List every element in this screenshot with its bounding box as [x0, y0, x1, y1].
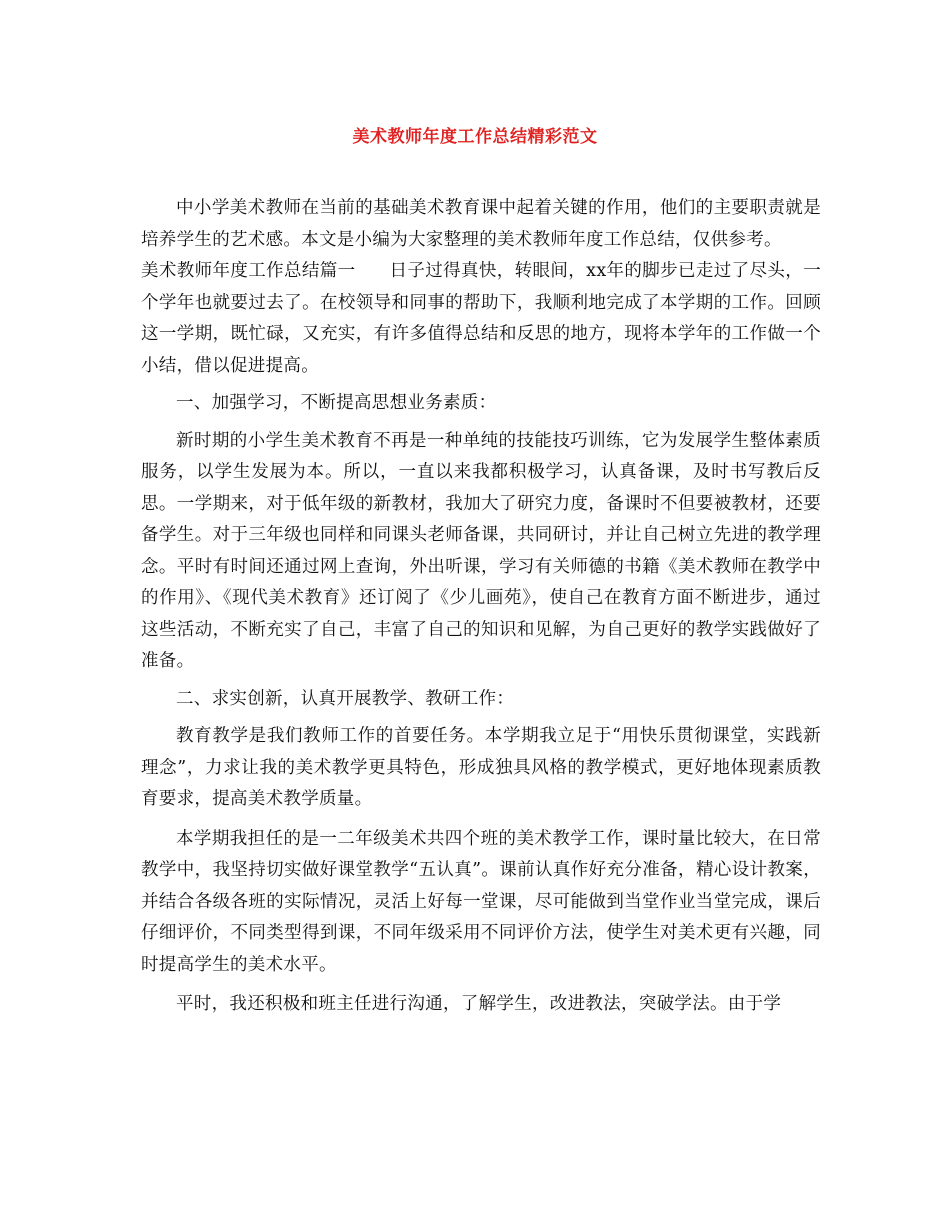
document-title: 美术教师年度工作总结精彩范文 — [352, 127, 598, 147]
section-heading-2: 二、求实创新，认真开展教学、教研工作： — [176, 688, 515, 709]
section-heading-1: 一、加强学习，不断提高思想业务素质： — [176, 393, 497, 413]
intro-paragraph: 中小学美术教师在当前的基础美术教育课中起着关键的作用，他们的主要职责就是培养学生的艺术感。本文是小编为大家整理的美术教师年度工作总结，仅供参考。 — [141, 198, 821, 250]
part-one-label: 美术教师年度工作总结篇一 — [141, 261, 356, 281]
paragraph-teaching-goal: 教育教学是我们教师工作的首要任务。本学期我立足于“用快乐贯彻课堂，实践新理念”，力求让我的美术教学更具特色，形成独具风格的教学模式，更好地体现素质教育要求，提高美术教学质量。 — [141, 726, 821, 809]
paragraph-communication: 平时，我还积极和班主任进行沟通，了解学生，改进教法，突破学法。由于学 — [176, 994, 782, 1014]
part-one-text: 日子过得真快，转眼间，xx年的脚步已走过了尽头，一个学年也就要过去了。在校领导和同事的帮助下，我顺利地完成了本学期的工作。回顾这一学期，既忙碌，又充实，有许多值得总结和反思的地方，现将本学年的工作做一个小结，借以促进提高。 — [141, 261, 821, 376]
paragraph-class-work: 本学期我担任的是一二年级美术共四个班的美术教学工作，课时量比较大，在日常教学中，我坚持切实做好课堂教学“五认真”。课前认真作好充分准备，精心设计教案，并结合各级各班的实际情况，灵活上好每一堂课，尽可能做到当堂作业当堂完成，课后仔细评价，不同类型得到课，不同年级采用不同评价方法，使学生对美术更有兴趣，同时提高学生的美术水平。 — [141, 828, 821, 975]
document-body — [141, 193, 821, 1021]
paragraph-study: 新时期的小学生美术教育不再是一种单纯的技能技巧训练，它为发展学生整体素质服务，以学生发展为本。所以，一直以来我都积极学习，认真备课，及时书写教后反思。一学期来，对于低年级的新教材，我加大了研究力度，备课时不但要被教材，还要备学生。对于三年级也同样和同课头老师备课，共同研讨，并让自己树立先进的教学理念。平时有时间还通过网上查询，外出听课，学习有关师德的书籍《美术教师在教学中的作用》、《现代美术教育》还订阅了《少儿画苑》，使自己在教育方面不断进步，通过这些活动，不断充实了自己，丰富了自己的知识和见解，为自己更好的教学实践做好了准备。 — [141, 430, 821, 671]
part-one-paragraph — [141, 256, 821, 382]
